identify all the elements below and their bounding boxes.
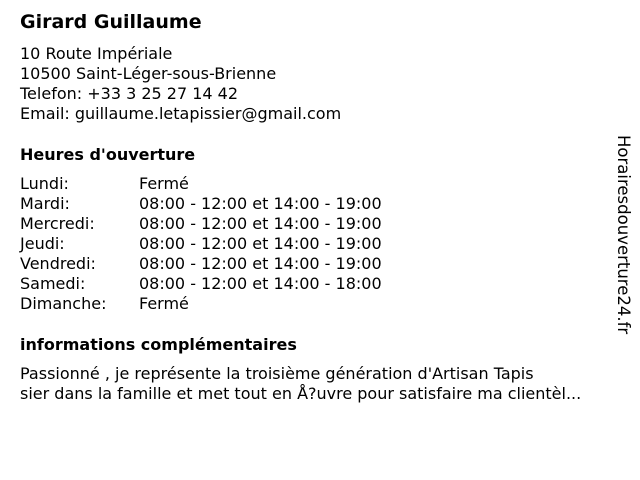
phone-text: Telefon: +33 3 25 27 14 42 [20,84,239,103]
time-value: Fermé [139,294,189,313]
watermark [612,135,634,345]
time-value: Fermé [139,174,189,193]
time-value: 08:00 - 12:00 et 14:00 - 19:00 [139,214,382,233]
day-label: Mardi: [20,194,70,213]
contact-block [20,44,341,124]
description-line1: Passionné , je représente la troisième génération d'Artisan Tapis [20,364,534,383]
day-label: Samedi: [20,274,86,293]
description-line2: sier dans la famille et met tout en Å?uvre pour satisfaire ma clientèl... [20,384,582,403]
day-label: Vendredi: [20,254,96,273]
info-heading: informations complémentaires [20,335,297,354]
day-label: Jeudi: [20,234,65,253]
time-value: 08:00 - 12:00 et 14:00 - 18:00 [139,274,382,293]
time-value: 08:00 - 12:00 et 14:00 - 19:00 [139,234,382,253]
time-value: 08:00 - 12:00 et 14:00 - 19:00 [139,254,382,273]
time-value: 08:00 - 12:00 et 14:00 - 19:00 [139,194,382,213]
day-label: Mercredi: [20,214,95,233]
address-line1: 10 Route Impériale [20,44,173,63]
watermark-text: Horairesdouverture24.fr [614,135,633,335]
day-label: Lundi: [20,174,69,193]
description [20,364,632,404]
address-line2: 10500 Saint-Léger-sous-Brienne [20,64,277,83]
email-text: Email: guillaume.letapissier@gmail.com [20,104,342,123]
day-label: Dimanche: [20,294,107,313]
hours-heading: Heures d'ouverture [20,145,196,164]
business-name: Girard Guillaume [20,11,202,33]
